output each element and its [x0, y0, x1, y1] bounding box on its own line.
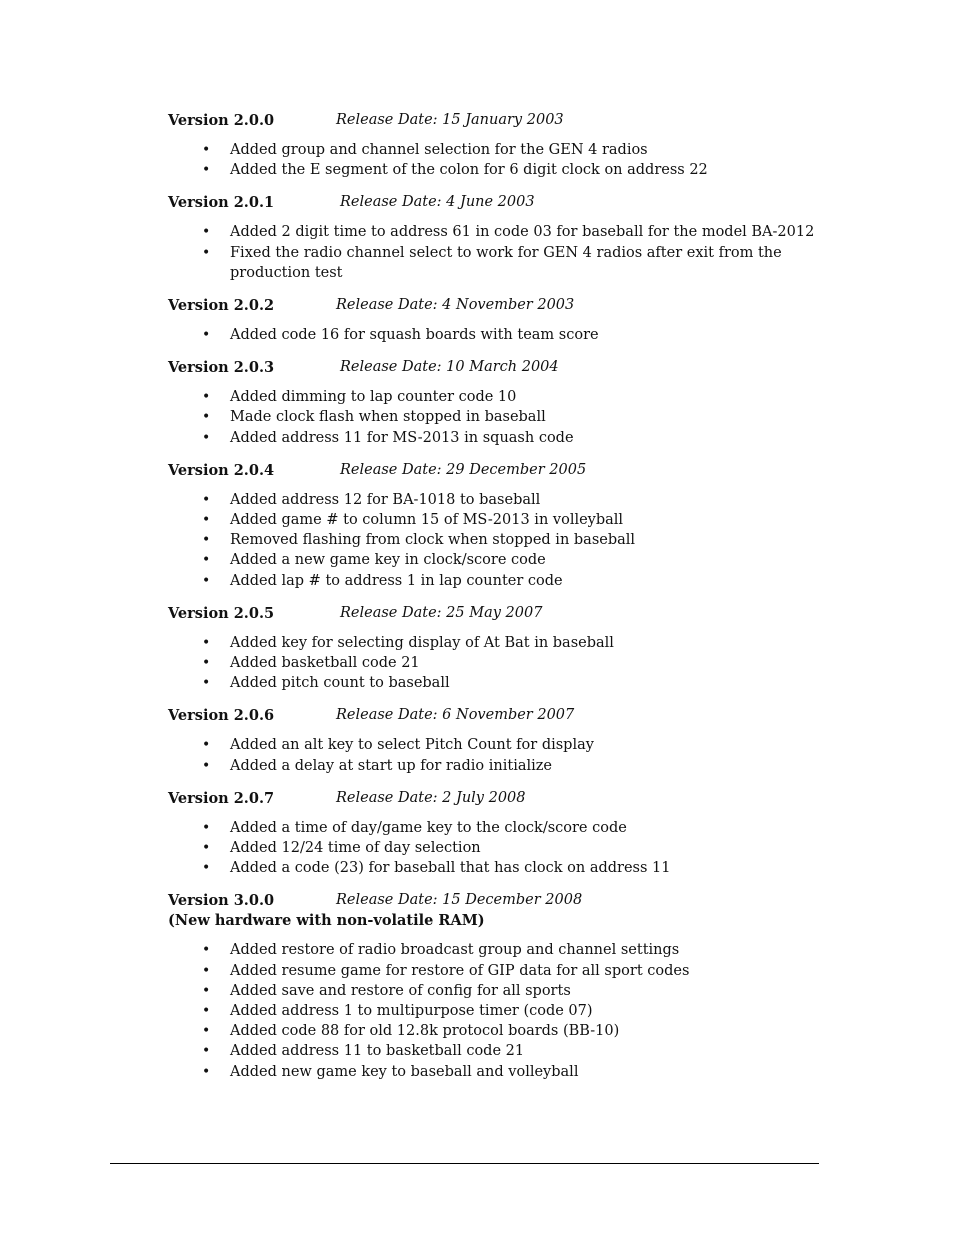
- bullet-icon: •: [202, 389, 211, 406]
- list-item: [168, 407, 828, 427]
- change-text: Added a time of day/game key to the clock/score code: [230, 819, 627, 836]
- change-text: Added a delay at start up for radio initialize: [230, 757, 552, 774]
- bullet-icon: •: [202, 860, 211, 877]
- change-text: Added 12/24 time of day selection: [230, 840, 481, 857]
- list-item: [168, 756, 828, 776]
- list-item: [168, 530, 828, 550]
- bullet-icon: •: [202, 327, 211, 344]
- release-date: Release Date: 25 May 2007: [340, 604, 543, 621]
- bullet-icon: •: [202, 942, 211, 959]
- list-item: [168, 981, 828, 1001]
- list-item: [168, 387, 828, 407]
- bullet-icon: •: [202, 572, 211, 589]
- bullet-icon: •: [202, 1063, 211, 1080]
- bullet-icon: •: [202, 224, 211, 241]
- list-item: [168, 550, 828, 570]
- version-number: Version 2.0.7: [168, 789, 275, 807]
- list-item: [168, 428, 828, 448]
- release-date: Release Date: 15 December 2008: [336, 892, 583, 909]
- list-item: [168, 1001, 828, 1021]
- change-text: Fixed the radio channel select to work for GEN 4 radios after exit from the production test: [230, 244, 782, 281]
- bullet-icon: •: [202, 982, 211, 999]
- change-list: [168, 387, 828, 448]
- version-heading: [168, 110, 828, 131]
- change-list: [168, 818, 828, 879]
- change-text: Added an alt key to select Pitch Count for display: [230, 737, 594, 754]
- bullet-icon: •: [202, 962, 211, 979]
- list-item: [168, 1062, 828, 1082]
- change-text: Made clock flash when stopped in baseball: [230, 409, 546, 426]
- change-text: Removed flashing from clock when stopped in baseball: [230, 532, 636, 549]
- change-text: Added the E segment of the colon for 6 digit clock on address 22: [230, 162, 708, 179]
- bullet-icon: •: [202, 1023, 211, 1040]
- release-date: Release Date: 4 November 2003: [336, 297, 575, 314]
- version-number: Version 2.0.6: [168, 707, 275, 725]
- list-item: [168, 140, 828, 160]
- change-list: [168, 490, 828, 591]
- bullet-icon: •: [202, 634, 211, 651]
- change-text: Added lap # to address 1 in lap counter code: [230, 572, 563, 589]
- footer-divider: [110, 1163, 819, 1164]
- change-text: Added address 12 for BA-1018 to baseball: [230, 491, 541, 508]
- change-text: Added a code (23) for baseball that has clock on address 11: [230, 860, 671, 877]
- change-text: Added dimming to lap counter code 10: [230, 389, 517, 406]
- bullet-icon: •: [202, 552, 211, 569]
- list-item: [168, 510, 828, 530]
- version-heading: [168, 460, 828, 481]
- list-item: [168, 571, 828, 591]
- list-item: [168, 735, 828, 755]
- version-number: Version 2.0.3: [168, 359, 275, 377]
- version-section: [168, 192, 828, 295]
- bullet-icon: •: [202, 819, 211, 836]
- version-section: [168, 603, 828, 706]
- bullet-icon: •: [202, 655, 211, 672]
- version-section: [168, 110, 828, 192]
- bullet-icon: •: [202, 409, 211, 426]
- change-list: [168, 940, 828, 1081]
- release-date: Release Date: 15 January 2003: [336, 112, 564, 128]
- list-item: [168, 673, 828, 693]
- bullet-icon: •: [202, 429, 211, 446]
- change-text: Added code 16 for squash boards with team score: [230, 327, 599, 344]
- version-section: [168, 357, 828, 460]
- list-item: [168, 1041, 828, 1061]
- change-text: Added a new game key in clock/score code: [230, 552, 546, 569]
- list-item: [168, 325, 828, 345]
- list-item: [168, 858, 828, 878]
- version-heading: [168, 788, 828, 809]
- change-text: Added pitch count to baseball: [230, 675, 450, 692]
- change-text: Added 2 digit time to address 61 in code 03 for baseball for the model BA-2012: [230, 224, 815, 241]
- change-text: Added restore of radio broadcast group and channel settings: [230, 942, 680, 959]
- list-item: [168, 222, 828, 242]
- bullet-icon: •: [202, 1043, 211, 1060]
- version-heading: [168, 357, 828, 378]
- bullet-icon: •: [202, 244, 211, 261]
- version-heading: [168, 192, 828, 213]
- list-item: [168, 633, 828, 653]
- change-list: [168, 325, 828, 345]
- change-text: Added address 1 to multipurpose timer (code 07): [230, 1003, 593, 1020]
- bullet-icon: •: [202, 737, 211, 754]
- release-date: Release Date: 2 July 2008: [336, 789, 526, 806]
- change-list: [168, 735, 828, 775]
- bullet-icon: •: [202, 532, 211, 549]
- version-number: Version 2.0.5: [168, 604, 275, 622]
- list-item: [168, 818, 828, 838]
- change-text: Added basketball code 21: [230, 655, 420, 672]
- version-number: Version 2.0.4: [168, 461, 275, 479]
- list-item: [168, 243, 828, 283]
- list-item: [168, 1021, 828, 1041]
- version-section: [168, 705, 828, 787]
- version-subtitle: (New hardware with non-volatile RAM): [168, 912, 485, 930]
- change-text: Added address 11 to basketball code 21: [230, 1043, 525, 1060]
- bullet-icon: •: [202, 1003, 211, 1020]
- version-number: Version 3.0.0: [168, 892, 275, 910]
- version-heading: [168, 705, 828, 726]
- bullet-icon: •: [202, 142, 211, 158]
- change-text: Added game # to column 15 of MS-2013 in volleyball: [230, 512, 624, 529]
- release-date: Release Date: 4 June 2003: [340, 194, 535, 211]
- version-section: [168, 890, 828, 1081]
- change-list: [168, 633, 828, 694]
- version-number: Version 2.0.2: [168, 297, 275, 315]
- change-text: Added address 11 for MS-2013 in squash code: [230, 429, 574, 446]
- bullet-icon: •: [202, 162, 211, 179]
- version-section: [168, 295, 828, 357]
- release-date: Release Date: 10 March 2004: [340, 359, 559, 376]
- change-list: [168, 140, 828, 180]
- change-text: Added code 88 for old 12.8k protocol boards (BB-10): [230, 1023, 620, 1040]
- list-item: [168, 961, 828, 981]
- change-text: Added key for selecting display of At Bat in baseball: [230, 634, 614, 651]
- version-section: [168, 788, 828, 891]
- change-text: Added save and restore of config for all sports: [230, 982, 571, 999]
- change-list: [168, 222, 828, 283]
- bullet-icon: •: [202, 491, 211, 508]
- version-number: Version 2.0.1: [168, 194, 275, 212]
- bullet-icon: •: [202, 757, 211, 774]
- bullet-icon: •: [202, 840, 211, 857]
- change-text: Added group and channel selection for the GEN 4 radios: [230, 142, 648, 158]
- list-item: [168, 838, 828, 858]
- list-item: [168, 490, 828, 510]
- list-item: [168, 940, 828, 960]
- list-item: [168, 160, 828, 180]
- release-date: Release Date: 29 December 2005: [340, 461, 587, 478]
- version-number: Version 2.0.0: [168, 112, 275, 129]
- version-heading: [168, 603, 828, 624]
- change-text: Added new game key to baseball and volleyball: [230, 1063, 579, 1080]
- version-heading: [168, 295, 828, 316]
- release-notes: [168, 110, 828, 1082]
- bullet-icon: •: [202, 675, 211, 692]
- version-heading: [168, 890, 828, 911]
- list-item: [168, 653, 828, 673]
- change-text: Added resume game for restore of GIP data for all sport codes: [230, 962, 690, 979]
- release-date: Release Date: 6 November 2007: [336, 707, 575, 724]
- bullet-icon: •: [202, 512, 211, 529]
- version-section: [168, 460, 828, 603]
